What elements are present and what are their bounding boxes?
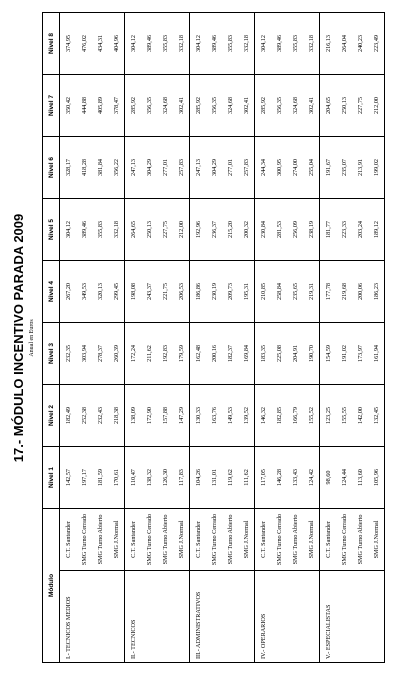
value-cell-nivel-4: 349,53 [76, 260, 92, 322]
value-cell-nivel-3: 260,39 [108, 322, 125, 384]
value-cell-nivel-8: 240,23 [352, 12, 368, 74]
value-cell-nivel-6: 328,17 [60, 136, 77, 198]
value-cell-nivel-6: 199,02 [368, 136, 385, 198]
row-label: SMG J.Normal [108, 508, 125, 570]
group-cell-empty [141, 571, 157, 663]
value-cell-nivel-4: 235,65 [287, 260, 303, 322]
group-cell-empty [157, 571, 173, 663]
value-cell-nivel-5: 189,12 [368, 198, 385, 260]
column-header-nivel-6: Nivel 6 [43, 136, 60, 198]
value-cell-nivel-2: 155,55 [336, 384, 352, 446]
value-cell-nivel-8: 304,12 [125, 12, 142, 74]
value-cell-nivel-1: 197,17 [76, 446, 92, 508]
row-label: SMG Turno Abierto [287, 508, 303, 570]
value-cell-nivel-8: 389,46 [141, 12, 157, 74]
group-cell-empty [287, 571, 303, 663]
column-header-nivel-3: Nivel 3 [43, 322, 60, 384]
value-cell-nivel-8: 389,46 [206, 12, 222, 74]
value-cell-nivel-3: 303,94 [76, 322, 92, 384]
row-label: C.T. Santander [190, 508, 207, 570]
value-cell-nivel-6: 304,29 [206, 136, 222, 198]
value-cell-nivel-1: 124,44 [336, 446, 352, 508]
value-cell-nivel-1: 124,42 [303, 446, 320, 508]
value-cell-nivel-4: 186,86 [190, 260, 207, 322]
value-cell-nivel-2: 218,38 [108, 384, 125, 446]
row-label: SMG Turno Abierto [222, 508, 238, 570]
value-cell-nivel-5: 250,13 [141, 198, 157, 260]
value-cell-nivel-7: 350,42 [60, 74, 77, 136]
value-cell-nivel-3: 192,83 [157, 322, 173, 384]
value-cell-nivel-8: 264,04 [336, 12, 352, 74]
value-cell-nivel-3: 183,35 [255, 322, 272, 384]
table-row [157, 12, 173, 662]
value-cell-nivel-7: 324,68 [222, 74, 238, 136]
value-cell-nivel-5: 192,96 [190, 198, 207, 260]
column-header-modulo: Módulo [43, 508, 60, 662]
table-row [92, 12, 108, 662]
table-row [173, 12, 190, 662]
value-cell-nivel-2: 142,00 [352, 384, 368, 446]
value-cell-nivel-1: 111,62 [238, 446, 255, 508]
value-cell-nivel-3: 179,59 [173, 322, 190, 384]
value-cell-nivel-3: 182,37 [222, 322, 238, 384]
table-row [60, 12, 77, 662]
group-cell-empty [238, 571, 255, 663]
value-cell-nivel-4: 198,08 [125, 260, 142, 322]
value-cell-nivel-6: 304,29 [141, 136, 157, 198]
row-label: SMG Turno Cerrado [271, 508, 287, 570]
value-cell-nivel-5: 236,37 [206, 198, 222, 260]
table-row [271, 12, 287, 662]
group-label: III.- ADMINISTRATIVOS [190, 571, 207, 663]
value-cell-nivel-4: 267,20 [60, 260, 77, 322]
value-cell-nivel-6: 235,07 [336, 136, 352, 198]
value-cell-nivel-8: 332,18 [238, 12, 255, 74]
group-cell-empty [368, 571, 385, 663]
table-row [141, 12, 157, 662]
value-cell-nivel-1: 131,01 [206, 446, 222, 508]
value-cell-nivel-1: 119,62 [222, 446, 238, 508]
table-row [222, 12, 238, 662]
value-cell-nivel-7: 302,41 [238, 74, 255, 136]
table-row [190, 12, 207, 662]
value-cell-nivel-6: 381,84 [92, 136, 108, 198]
value-cell-nivel-8: 332,18 [303, 12, 320, 74]
value-cell-nivel-7: 356,35 [206, 74, 222, 136]
value-cell-nivel-3: 162,48 [190, 322, 207, 384]
value-cell-nivel-2: 147,29 [173, 384, 190, 446]
value-cell-nivel-8: 304,12 [255, 12, 272, 74]
value-cell-nivel-1: 117,05 [255, 446, 272, 508]
table-header-row [43, 12, 60, 662]
value-cell-nivel-3: 191,02 [336, 322, 352, 384]
row-label: C.T. Santander [125, 508, 142, 570]
value-cell-nivel-5: 256,09 [287, 198, 303, 260]
value-cell-nivel-2: 182,49 [60, 384, 77, 446]
value-cell-nivel-2: 157,88 [157, 384, 173, 446]
table-row [108, 12, 125, 662]
value-cell-nivel-4: 221,75 [157, 260, 173, 322]
column-header-nivel-5: Nivel 5 [43, 198, 60, 260]
value-cell-nivel-8: 332,18 [173, 12, 190, 74]
value-cell-nivel-7: 356,35 [141, 74, 157, 136]
value-cell-nivel-7: 212,00 [368, 74, 385, 136]
value-cell-nivel-1: 104,26 [190, 446, 207, 508]
value-cell-nivel-2: 146,32 [255, 384, 272, 446]
value-cell-nivel-1: 126,30 [157, 446, 173, 508]
value-cell-nivel-4: 258,84 [271, 260, 287, 322]
value-cell-nivel-4: 299,45 [108, 260, 125, 322]
value-cell-nivel-3: 278,37 [92, 322, 108, 384]
value-cell-nivel-7: 378,47 [108, 74, 125, 136]
value-cell-nivel-1: 98,60 [320, 446, 337, 508]
value-cell-nivel-7: 204,65 [320, 74, 337, 136]
value-cell-nivel-7: 285,92 [190, 74, 207, 136]
value-cell-nivel-8: 355,83 [287, 12, 303, 74]
value-cell-nivel-3: 204,91 [287, 322, 303, 384]
value-cell-nivel-1: 113,60 [352, 446, 368, 508]
value-cell-nivel-2: 132,45 [368, 384, 385, 446]
value-cell-nivel-2: 123,25 [320, 384, 337, 446]
value-cell-nivel-8: 223,49 [368, 12, 385, 74]
value-cell-nivel-2: 139,52 [238, 384, 255, 446]
group-cell-empty [173, 571, 190, 663]
value-cell-nivel-4: 195,31 [238, 260, 255, 322]
value-cell-nivel-5: 181,77 [320, 198, 337, 260]
value-cell-nivel-8: 404,96 [108, 12, 125, 74]
rotated-page [12, 13, 402, 663]
value-cell-nivel-7: 324,68 [157, 74, 173, 136]
value-cell-nivel-5: 223,33 [336, 198, 352, 260]
group-cell-empty [222, 571, 238, 663]
value-cell-nivel-4: 200,06 [352, 260, 368, 322]
value-cell-nivel-5: 304,12 [60, 198, 77, 260]
value-cell-nivel-6: 257,83 [173, 136, 190, 198]
value-cell-nivel-4: 210,85 [255, 260, 272, 322]
table-row [238, 12, 255, 662]
value-cell-nivel-5: 215,20 [222, 198, 238, 260]
value-cell-nivel-6: 300,95 [271, 136, 287, 198]
value-cell-nivel-3: 200,16 [206, 322, 222, 384]
value-cell-nivel-1: 110,47 [125, 446, 142, 508]
value-cell-nivel-7: 444,88 [76, 74, 92, 136]
row-label: SMG Turno Abierto [92, 508, 108, 570]
value-cell-nivel-8: 216,13 [320, 12, 337, 74]
value-cell-nivel-4: 206,53 [173, 260, 190, 322]
table-row [352, 12, 368, 662]
value-cell-nivel-3: 161,94 [368, 322, 385, 384]
value-cell-nivel-6: 244,34 [255, 136, 272, 198]
row-label: C.T. Santander [60, 508, 77, 570]
value-cell-nivel-2: 163,76 [206, 384, 222, 446]
page-subtitle: Anual en Euros [29, 319, 35, 357]
value-cell-nivel-7: 302,41 [303, 74, 320, 136]
value-cell-nivel-1: 105,96 [368, 446, 385, 508]
value-cell-nivel-4: 219,68 [336, 260, 352, 322]
value-cell-nivel-8: 476,02 [76, 12, 92, 74]
incentive-table [42, 12, 385, 663]
value-cell-nivel-4: 186,23 [368, 260, 385, 322]
table-row [125, 12, 142, 662]
value-cell-nivel-4: 177,78 [320, 260, 337, 322]
value-cell-nivel-7: 285,92 [125, 74, 142, 136]
value-cell-nivel-5: 227,75 [157, 198, 173, 260]
row-label: SMG Turno Cerrado [141, 508, 157, 570]
value-cell-nivel-6: 247,13 [125, 136, 142, 198]
value-cell-nivel-2: 149,53 [222, 384, 238, 446]
table-row [336, 12, 352, 662]
value-cell-nivel-7: 227,75 [352, 74, 368, 136]
value-cell-nivel-3: 154,59 [320, 322, 337, 384]
value-cell-nivel-6: 418,28 [76, 136, 92, 198]
group-cell-empty [336, 571, 352, 663]
value-cell-nivel-7: 250,13 [336, 74, 352, 136]
value-cell-nivel-4: 320,13 [92, 260, 108, 322]
value-cell-nivel-7: 285,92 [255, 74, 272, 136]
value-cell-nivel-5: 230,84 [255, 198, 272, 260]
table-row [76, 12, 92, 662]
value-cell-nivel-3: 173,97 [352, 322, 368, 384]
value-cell-nivel-8: 355,83 [222, 12, 238, 74]
column-header-nivel-2: Nivel 2 [43, 384, 60, 446]
row-label: SMG Turno Abierto [157, 508, 173, 570]
value-cell-nivel-4: 219,31 [303, 260, 320, 322]
value-cell-nivel-1: 146,28 [271, 446, 287, 508]
value-cell-nivel-8: 304,12 [190, 12, 207, 74]
value-cell-nivel-6: 274,00 [287, 136, 303, 198]
table-row [206, 12, 222, 662]
group-cell-empty [303, 571, 320, 663]
value-cell-nivel-5: 264,65 [125, 198, 142, 260]
value-cell-nivel-2: 182,85 [271, 384, 287, 446]
table-row [320, 12, 337, 662]
value-cell-nivel-5: 238,19 [303, 198, 320, 260]
group-cell-empty [76, 571, 92, 663]
value-cell-nivel-5: 212,00 [173, 198, 190, 260]
value-cell-nivel-6: 255,04 [303, 136, 320, 198]
row-label: SMG Turno Abierto [352, 508, 368, 570]
value-cell-nivel-2: 232,43 [92, 384, 108, 446]
value-cell-nivel-3: 190,70 [303, 322, 320, 384]
row-label: SMG Turno Cerrado [76, 508, 92, 570]
value-cell-nivel-1: 181,59 [92, 446, 108, 508]
value-cell-nivel-1: 117,83 [173, 446, 190, 508]
value-cell-nivel-5: 332,18 [108, 198, 125, 260]
value-cell-nivel-7: 324,68 [287, 74, 303, 136]
value-cell-nivel-2: 138,09 [125, 384, 142, 446]
value-cell-nivel-5: 281,53 [271, 198, 287, 260]
value-cell-nivel-6: 356,22 [108, 136, 125, 198]
value-cell-nivel-5: 200,32 [238, 198, 255, 260]
value-cell-nivel-2: 130,33 [190, 384, 207, 446]
table-row [303, 12, 320, 662]
value-cell-nivel-5: 389,46 [76, 198, 92, 260]
value-cell-nivel-7: 405,89 [92, 74, 108, 136]
value-cell-nivel-4: 230,19 [206, 260, 222, 322]
value-cell-nivel-7: 356,35 [271, 74, 287, 136]
value-cell-nivel-8: 374,95 [60, 12, 77, 74]
page-title: 17.- MÓDULO INCENTIVO PARADA 2009 [11, 213, 26, 463]
group-label: V.- ESPECIALISTAS [320, 571, 337, 663]
value-cell-nivel-5: 355,83 [92, 198, 108, 260]
group-label: IV.- OPERARIOS [255, 571, 272, 663]
row-label: SMG J.Normal [238, 508, 255, 570]
value-cell-nivel-6: 247,13 [190, 136, 207, 198]
value-cell-nivel-6: 277,01 [157, 136, 173, 198]
row-label: SMG J.Normal [173, 508, 190, 570]
value-cell-nivel-2: 172,90 [141, 384, 157, 446]
value-cell-nivel-2: 252,38 [76, 384, 92, 446]
value-cell-nivel-3: 172,24 [125, 322, 142, 384]
value-cell-nivel-6: 277,01 [222, 136, 238, 198]
column-header-nivel-8: Nivel 8 [43, 12, 60, 74]
column-header-nivel-1: Nivel 1 [43, 446, 60, 508]
row-label: SMG J.Normal [303, 508, 320, 570]
value-cell-nivel-2: 155,52 [303, 384, 320, 446]
value-cell-nivel-3: 169,84 [238, 322, 255, 384]
value-cell-nivel-8: 389,46 [271, 12, 287, 74]
value-cell-nivel-1: 142,57 [60, 446, 77, 508]
value-cell-nivel-6: 191,67 [320, 136, 337, 198]
column-header-nivel-4: Nivel 4 [43, 260, 60, 322]
value-cell-nivel-1: 133,43 [287, 446, 303, 508]
group-label: I.- TECNICOS MEDIOS [60, 571, 77, 663]
row-label: SMG Turno Cerrado [206, 508, 222, 570]
value-cell-nivel-8: 434,31 [92, 12, 108, 74]
group-cell-empty [271, 571, 287, 663]
value-cell-nivel-1: 138,32 [141, 446, 157, 508]
value-cell-nivel-3: 225,08 [271, 322, 287, 384]
value-cell-nivel-5: 203,24 [352, 198, 368, 260]
table-row [255, 12, 272, 662]
row-label: SMG Turno Cerrado [336, 508, 352, 570]
group-label: II.- TECNICOS [125, 571, 142, 663]
row-label: C.T. Santander [255, 508, 272, 570]
group-cell-empty [352, 571, 368, 663]
value-cell-nivel-7: 302,41 [173, 74, 190, 136]
group-cell-empty [206, 571, 222, 663]
table-row [287, 12, 303, 662]
column-header-nivel-7: Nivel 7 [43, 74, 60, 136]
row-label: C.T. Santander [320, 508, 337, 570]
value-cell-nivel-3: 232,35 [60, 322, 77, 384]
group-cell-empty [108, 571, 125, 663]
value-cell-nivel-4: 209,73 [222, 260, 238, 322]
row-label: SMG J.Normal [368, 508, 385, 570]
value-cell-nivel-4: 243,37 [141, 260, 157, 322]
value-cell-nivel-3: 211,62 [141, 322, 157, 384]
group-cell-empty [92, 571, 108, 663]
value-cell-nivel-2: 166,79 [287, 384, 303, 446]
value-cell-nivel-1: 170,61 [108, 446, 125, 508]
value-cell-nivel-8: 355,83 [157, 12, 173, 74]
value-cell-nivel-6: 213,91 [352, 136, 368, 198]
value-cell-nivel-6: 257,83 [238, 136, 255, 198]
table-row [368, 12, 385, 662]
